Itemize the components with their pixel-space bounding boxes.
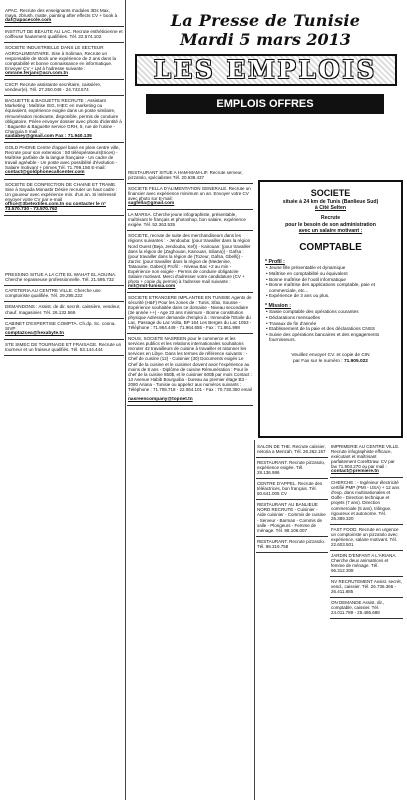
job-ad-text: CABINET D'EXPERTISE COMPTA. Ch.dp. Sc. conna. SIVP: [5, 320, 116, 331]
profile-item: [265, 282, 396, 293]
job-ad-text: BAGUETTE & BAGUETTE RECRUTE : Assistant Marketing : Maîtrise ISG, IHEC en marketing ou équivalent, expérience exigée dans un poste similaire, rémunération motivante, disponible, permis de conduire obligatoire. Prière envoyer dossier avec photo d'identité à : Baguette & Baguette service GRH, 5, rue de l'usine - Charguia II mail :: [5, 98, 122, 134]
profile-item-text: Maîtrise en comptabilité ou équivalent: [268, 271, 348, 277]
job-ad-text: RESTAURANT SITUE A HAM-MAM-LIF. Recrute serveur, pizzaïolo, spécialistes Tél. 20.638.437: [128, 170, 243, 181]
job-ad: [4, 96, 124, 143]
job-ad: [256, 500, 328, 536]
job-ad-text: CAFETERIA AU CENTRE VILLE. Cherche une comptoiriste qualifiée. Tél. 29.295.222: [5, 288, 101, 299]
offer-location-city: à Cité Selten: [314, 205, 347, 212]
mission-item-text: Travaux de fin d'année: [268, 320, 317, 326]
job-ad: [4, 302, 124, 318]
section-banner: LES EMPLOIS: [135, 54, 397, 86]
job-ad: [330, 551, 403, 577]
job-ad: [256, 458, 328, 479]
bullet-icon: •: [266, 276, 269, 282]
mission-list: [265, 309, 396, 343]
job-ad-text: SOCIETE, recrute de suite des merchandiseurs dans les régions suivantes : - Jendouba: (pour travailler dans la région Nord Ouest (Beja, Jendouba, Kef)) - Kairouan: (pour travailler dans la région de (Zaghouan, Kairouan, Siliana)) - Gafsa : (pour travailler dans la région de (Tozeur, Gafsa, Gbelli)) - Zarzis: (pour travailler dans la région de (Medenine, Tataouine, Gabes)) Profil : - Niveau Bac +2 au min - Expérience non exigée - Permis de conduire obligatoire Salaire motivant. Merci d'adresser votre candidature (CV + photo + copie du permis) à l'adresse mail suivante :: [128, 233, 251, 284]
bottom-middle-column: [256, 442, 328, 553]
mission-item: [265, 332, 396, 343]
job-ad: [4, 27, 124, 43]
bullet-icon: •: [266, 314, 269, 320]
bullet-icon: •: [266, 282, 269, 288]
left-column: [4, 6, 124, 356]
profile-item-text: Expérience de 3 ans ou plus.: [268, 293, 330, 299]
job-ad-contact: nasreencompany@topnet.tn: [128, 396, 193, 402]
job-ad: [4, 6, 124, 27]
profile-item: [265, 293, 396, 299]
job-ad-text: CENTRE D'APPEL. Recrute des téléactrices, bon français. Tél. 50.641.005 CV: [257, 481, 323, 497]
job-ad-text: GOLD PHONE Centre d'appel basé en plein centre ville, Recrute pour son extension : 50 téléopérateurs(trices) - Maîtrise parfaite de la langue française - Un cadre de travail agréable - Un poste avec possibilité d'évolution - Salaire motivant + primes Tél. 71.799.156 E-mail:: [5, 144, 120, 171]
profile-item-text: Jeune fille présentable et dynamique: [268, 265, 346, 271]
mission-item-text: Etablissement de la paie et des déclarations CNSS: [268, 326, 376, 332]
offer-position: COMPTABLE: [299, 242, 362, 254]
job-ad-contact: daf@apacecole.com: [5, 18, 52, 24]
job-ad-contact: compta2cea@hexabyte.tn: [5, 330, 65, 336]
job-ad: [4, 180, 124, 217]
bullet-icon: •: [266, 309, 269, 315]
job-ad-contact: omrane.ferjani@acn.com.tn: [5, 70, 69, 76]
job-ad-contact: contact@premiere.tn: [331, 469, 379, 475]
job-ad: [127, 231, 253, 293]
job-ad-text: RESTAURANT. Recrute pizzaïolo. Tél. 98.319.758: [257, 538, 326, 549]
job-ad: [4, 319, 124, 340]
job-ad-contact: saidabey@gmail.com Fax : 71.940.135: [5, 133, 92, 139]
profile-list: [265, 265, 396, 299]
job-ad-contact: contact@goldphonecallcenter.com: [5, 170, 85, 176]
mission-item-text: Saisie comptable des opérations courantes: [268, 309, 359, 315]
offer-intro: pour le besoin de son administration: [285, 221, 376, 228]
bullet-icon: •: [266, 326, 269, 332]
featured-job-offer: [258, 180, 403, 438]
job-ad: [330, 598, 403, 619]
job-ad: [256, 479, 328, 500]
job-ad: [4, 270, 124, 286]
mission-item-text: Déclarations mensuelles: [268, 314, 321, 320]
job-ad: [127, 184, 253, 210]
profile-label: * Profil :: [265, 259, 285, 266]
job-ad-text: STE SIMEC DE TOURNAGE ET FRAISAGE. Recrute un tourneur et un fraiseur qualifiés. Tél. 53.144.444: [5, 341, 122, 353]
job-ad: [256, 442, 328, 458]
bullet-icon: •: [266, 331, 269, 337]
job-ad-text: APAC. Recrute des enseignants modules 3Ds Max, maya, zbrush, matte, painting after effects CV + book à: [5, 8, 118, 19]
job-ad-text: RESTAURANT AU BANLIEUE NORD RECRUTE - Cuisinier - Aide cuisinier - Commis de cuisine - Serveur - Barman - Commis de salle - Plongeurs - Femme de ménage. Tél. 98.106.007: [257, 502, 326, 533]
job-ad: [330, 442, 403, 478]
job-ad-text: IMPRIMERIE AU CENTRE VILLE. Recrute infographiste efficace, exécutant et maîtrisant parfaitement CorelDraw. CV par fax 71.903.270 ou par mail :: [331, 444, 400, 470]
job-ad: [4, 286, 124, 302]
job-ad-text: INSTITUT DE BEAUTE AU LAC. Recrute esthéticienne et coiffeuse hautement qualifiées. Tél. 22.574.102: [5, 29, 123, 40]
mission-item-text: Suivie des opérations bancaires et des engagements fournisseurs.: [268, 331, 380, 343]
job-ad: [127, 168, 253, 184]
bottom-right-column: [330, 442, 403, 619]
job-ad-text: SOCIETE ETRANGERE IMPLANTEE EN TUNISIE Agents de sécurité (H&F) Pour les zones de : Tunis, Sfax, Sousse - Expérience souhaitée dans ce domaine - Niveau secondaire (3e année ++) - Age 22 ans minimum - Bonne constitution physique Adresser demande d'emploi à : Immeuble l'Etoile du Lac, Passage du Lac Volta, BP 164 Les Berges du Lac 1053 - Téléphone : 71.964.449 - 71.964.655 - Fax : 71.861.998: [128, 294, 252, 331]
job-ad-text: DEMANDONS : Assist. de dir. secrét. caissière, vendeur, chauf. magasinier. Tél. 26.132.566: [5, 304, 121, 315]
fax-label: par Fax sur le numéro :: [293, 358, 343, 364]
job-ad-text: FAST FOOD. Recrute en urgence un comptoiriste un pizzaïolo avec expérience, salaire motivant. Tél. 22.603.501: [331, 526, 399, 547]
profile-item-text: Bonne maîtrise de l'outil informatique: [268, 276, 346, 282]
column-divider: [125, 0, 126, 800]
job-ad-contact: mit@mit-tunisia.com: [128, 283, 176, 289]
job-ad: [4, 80, 124, 96]
page-header: [128, 12, 403, 144]
section-title: EMPLOIS OFFRES: [146, 94, 384, 114]
job-ad-text: PRESSING SITUE A LA CITE EL WAHAT EL AOUINA. Cherche repasseuse professionnelle. Tél. 21.595.732: [5, 272, 117, 283]
job-ad: [4, 43, 124, 80]
job-ad-text: NV RECRUTEMENT Assist. secrét, vend., caissier. Tél. 26.736.366 - 26.411.885: [331, 579, 402, 595]
job-ad: [127, 293, 253, 334]
job-ad: [4, 143, 124, 180]
offer-location: située à 24 km de Tunis (Banlieue Sud): [282, 199, 379, 205]
job-ad: [330, 478, 403, 524]
contact-fax-line: [265, 359, 396, 365]
middle-column: [127, 168, 253, 406]
job-ad: [256, 537, 328, 553]
column-divider: [254, 440, 255, 800]
job-ad-text: SOCIETE INDUSTRIELLE DANS LE SECTEUR AGROALIMENTAIRE. Sise à Soliman, Recrute un responsable de stock une expérience de 2 ans dans la comptabilité et bonne connaissance en informatique. Envoyer CV + LM à l'adresse suivante :: [5, 45, 117, 71]
job-ad-text: CSCP. Recrute assistante secrétaire, caissière, vendeur(e). Tél. 27.250.046 - 24.743.574: [5, 82, 102, 93]
offer-intro: Recrute: [320, 215, 341, 222]
newspaper-title: La Presse de Tunisie: [170, 11, 361, 30]
job-ad-text: SOCIETE FELLA D'ALIMENTATION GENERALE. Recrute un financier avec expérience minimum un an. Envoyer votre CV avec photo sur E-mail:: [128, 186, 251, 202]
job-ad: [330, 577, 403, 598]
bullet-icon: •: [266, 293, 269, 299]
job-ad-text: SALON DE THE. Recrute caissier, netoria a Menzah. Tél. 26.262.157: [257, 444, 326, 455]
offer-intro: avec un salaire motivant :: [298, 227, 363, 234]
job-ad-text: CHERCHE : - Ingénieur électricité certifié PMP (PMI - USA) + 12 ans d'exp. dans multinationales et Golfe - Direction technique et projets (7 ans). Direction commerciale (5 ans), trilingue, rigoureux et autonome. Tél. 26.389.320: [331, 480, 400, 521]
job-ad-text: NOUS, SOCIETE NASREEN pour le commerce et les services publics et les relations internationales souhaitons recruter 42 travailleurs de cuisine à travailler et ratonner les services en Libye. Dans les termes de référence suivants : - Chef de cuisine (12) - Cuisinier (30) Documents exigés Le Chef de la cuisine et le cuisinier doivent avoir l'expérience au moins de 8 ans - Diplôme de cuisine Rémunération : Pour le chef de la cuisine 850$, et le cuisinier 600$ par mois Contact : 13 Avenue Habib Bourguiba - bureau au premier étage B3 - 2080 Ariana - Tunisie ou appelez aux numéros suivants : Téléphone : 71.708.718 - 22.064.101 - Fax : 70.730.350 email :: [128, 336, 252, 397]
job-ad-text: JARDIN D'ENFANT A L'ARIANA. Cherche deux animatrices et femme de ménage. Tél. 96.312.308: [331, 552, 397, 573]
job-ad-text: ON DEMANDE Assist. dir., comptable, caissier. Tél. 24.011.789 - 25.486.688: [331, 600, 385, 616]
mission-label: * Mission :: [265, 302, 291, 309]
bullet-icon: •: [266, 320, 269, 326]
offer-company: SOCIETE: [310, 188, 351, 198]
job-ad: [127, 334, 253, 406]
job-ad: [127, 210, 253, 231]
job-ad-contact: office@3betextiles.com.tn ou contacter le n° 73.570.730 - 73.570.762: [5, 201, 106, 212]
contact-instructions: Veuillez envoyer CV. et copie de CIN: [291, 352, 370, 358]
fax-number: 71.905.022: [343, 358, 368, 364]
job-ad-text: RESTAURANT. Recrute pizzaïolo, expérience exigée. Tél. 28.136.986: [257, 460, 326, 476]
job-ad-text: LA MARSA. Cherche jeune infographiste, présentable, maîtrisant le français et photoshop, bon salaire, expérience exigée. Tél. 52.363.535: [128, 212, 246, 228]
bullet-icon: •: [266, 271, 269, 277]
job-ad: [330, 525, 403, 551]
job-ad: [4, 340, 124, 356]
profile-item-text: Bonne maîtrise des applications comptable, paie et commerciale, etc...: [268, 282, 376, 293]
job-ad-contact: sagfella@gmail.com: [128, 201, 175, 207]
bullet-icon: •: [266, 265, 269, 271]
job-ad-text: SOCIETE DE CONFECTION DE CHAINE ET TRAME. Sise à Sayada Monastir Désire recruter un haut cadre : Un gouveur avec expérience min. d'un an. Si intéressé envoyer votre CV par e-mail: [5, 181, 118, 202]
issue-date: Mardi 5 mars 2013: [180, 30, 351, 49]
